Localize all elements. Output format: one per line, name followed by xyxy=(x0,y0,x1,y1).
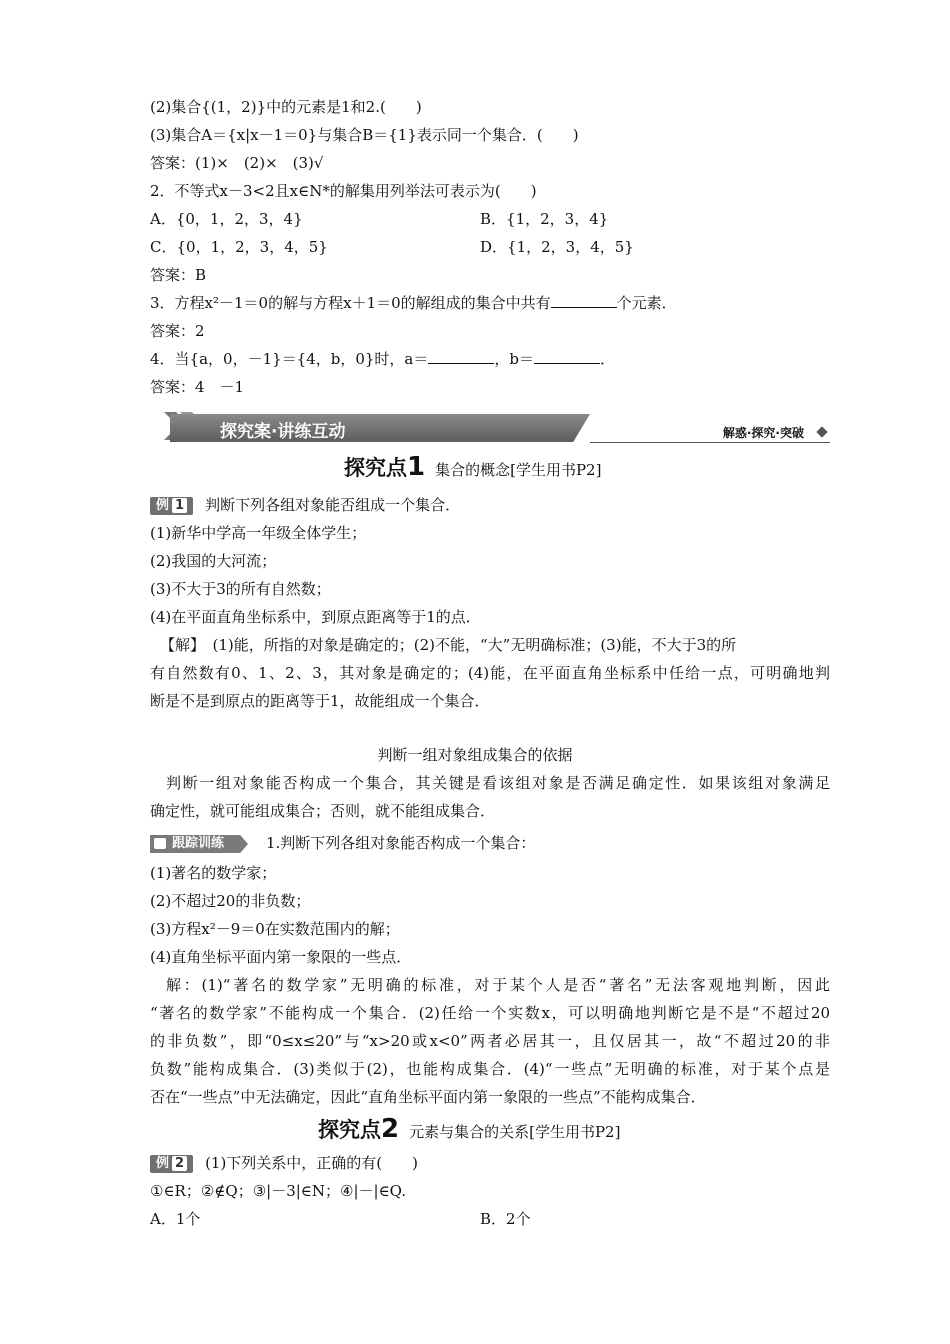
example-1-tag-number: 1 xyxy=(172,498,187,513)
question-3: (3)集合A＝{x|x－1＝0}与集合B＝{1}表示同一个集合．( ) xyxy=(150,126,579,144)
basis-title: 判断一组对象组成集合的依据 xyxy=(377,746,573,764)
tracking-solution-4: 负数”能构成集合．(3)类似于(2)，也能构成集合．(4)“一些点”无明确的标准，对于某个点是 xyxy=(150,1060,830,1078)
tracking-item-4: (4)直角坐标平面内第一象限的一些点． xyxy=(150,948,412,966)
question-2: (2)集合{(1，2)}中的元素是1和2.( ) xyxy=(150,98,422,116)
tracking-item-2: (2)不超过20的非负数； xyxy=(150,892,311,910)
problem-3-tail: 个元素． xyxy=(616,294,677,312)
problem-4 xyxy=(150,348,615,370)
example-1 xyxy=(150,494,460,516)
problem-4-tail: ． xyxy=(600,350,616,368)
banner-title: 探究案·讲练互动 xyxy=(220,422,346,442)
problem-2: 2．不等式x－3<2且x∈N*的解集用列举法可表示为( ) xyxy=(150,182,537,200)
solution-1-line-3: 断是不是到原点的距离等于1，故能组成一个集合． xyxy=(150,692,490,710)
section-2-title: 元素与集合的关系[学生用书P2] xyxy=(409,1123,621,1141)
banner-rule xyxy=(590,442,830,443)
section-1-title: 集合的概念[学生用书P2] xyxy=(435,461,602,479)
problem-3 xyxy=(150,292,677,314)
tracking-practice-tag xyxy=(150,834,254,854)
solution-1-line-2: 有自然数有0、1、2、3，其对象是确定的；(4)能，在平面直角坐标系中任给一点，可明确地判 xyxy=(150,664,830,682)
example-2-tag-label: 例 xyxy=(156,1156,170,1171)
answer-1: 答案：(1)× (2)× (3)√ xyxy=(150,154,324,172)
answer-4: 答案：4 －1 xyxy=(150,378,245,396)
section-2-label: 探究点 xyxy=(318,1118,381,1142)
example-2-tag xyxy=(150,1155,193,1173)
option-d: D．{1，2，3，4，5} xyxy=(480,238,634,256)
problem-3-text: 3．方程x²－1＝0的解与方程x＋1＝0的解组成的集合中共有 xyxy=(150,294,551,312)
tracking-solution-1: 解：(1)“著名的数学家”无明确的标准，对于某个人是否“著名”无法客观地判断，因此 xyxy=(166,976,830,994)
example-1-text: 判断下列各组对象能否组成一个集合． xyxy=(205,496,461,514)
tracking-practice xyxy=(150,832,535,854)
tracking-solution-3: 的非负数”，即“0≤x≤20”与“x>20或x<0”两者必居其一，且仅居其一，故“不超过20的非 xyxy=(150,1032,830,1050)
section-1-number: 1 xyxy=(407,452,426,482)
basis-line-1: 判断一组对象能否构成一个集合，其关键是看该组对象是否满足确定性．如果该组对象满足 xyxy=(166,774,830,792)
example-2-tag-number: 2 xyxy=(172,1156,187,1171)
section-1-label: 探究点 xyxy=(344,456,407,480)
example-1-item-4: (4)在平面直角坐标系中，到原点距离等于1的点． xyxy=(150,608,481,626)
pencil-check-icon xyxy=(154,838,166,849)
banner-subtitle: 解惑·探究·突破 xyxy=(722,426,804,440)
example-2-text: (1)下列关系中，正确的有( ) xyxy=(205,1154,419,1172)
problem-4-text: 4．当{a，0，－1}＝{4，b，0}时，a＝ xyxy=(150,350,429,368)
example-1-tag xyxy=(150,497,193,515)
example-2-option-b: B．2个 xyxy=(480,1210,531,1228)
tracking-practice-label: 跟踪训练 xyxy=(172,836,225,851)
tracking-solution-5: 否在“一些点”中无法确定，因此“直角坐标平面内第一象限的一些点”不能构成集合． xyxy=(150,1088,706,1106)
answer-blank-a xyxy=(428,349,494,364)
example-1-tag-label: 例 xyxy=(156,498,170,513)
tracking-item-3: (3)方程x²－9＝0在实数范围内的解； xyxy=(150,920,400,938)
tracking-question: 1.判断下列各组对象能否构成一个集合： xyxy=(266,834,536,852)
solution-1-line-1: 【解】 (1)能，所指的对象是确定的；(2)不能，“大”无明确标准；(3)能，不大于3的所 xyxy=(160,636,737,654)
answer-blank xyxy=(551,293,617,308)
tracking-item-1: (1)著名的数学家； xyxy=(150,864,277,882)
example-1-item-2: (2)我国的大河流； xyxy=(150,552,277,570)
answer-2: 答案：B xyxy=(150,266,207,284)
example-1-item-1: (1)新华中学高一年级全体学生； xyxy=(150,524,367,542)
option-c: C．{0，1，2，3，4，5} xyxy=(150,238,328,256)
example-1-item-3: (3)不大于3的所有自然数； xyxy=(150,580,331,598)
tracking-solution-2: “著名的数学家”不能构成一个集合．(2)任给一个实数x，可以明确地判断它是不是“不超过20 xyxy=(150,1004,830,1022)
problem-4-mid: ，b＝ xyxy=(494,350,534,368)
section-2-number: 2 xyxy=(381,1114,400,1144)
example-2-option-a: A．1个 xyxy=(150,1210,201,1228)
answer-blank-b xyxy=(534,349,600,364)
relations-line: ①∈R；②∉Q；③|－3|∈N；④|－|∈Q. xyxy=(150,1182,406,1200)
diamond-icon xyxy=(816,426,827,437)
option-a: A．{0，1，2，3，4} xyxy=(150,210,303,228)
basis-line-2: 确定性，就可能组成集合；否则，就不能组成集合． xyxy=(150,802,496,820)
section-banner xyxy=(150,408,830,444)
example-2 xyxy=(150,1152,418,1174)
option-b: B．{1，2，3，4} xyxy=(480,210,609,228)
answer-3: 答案：2 xyxy=(150,322,205,340)
section-2-heading xyxy=(318,1114,620,1144)
section-1-heading xyxy=(344,452,601,482)
